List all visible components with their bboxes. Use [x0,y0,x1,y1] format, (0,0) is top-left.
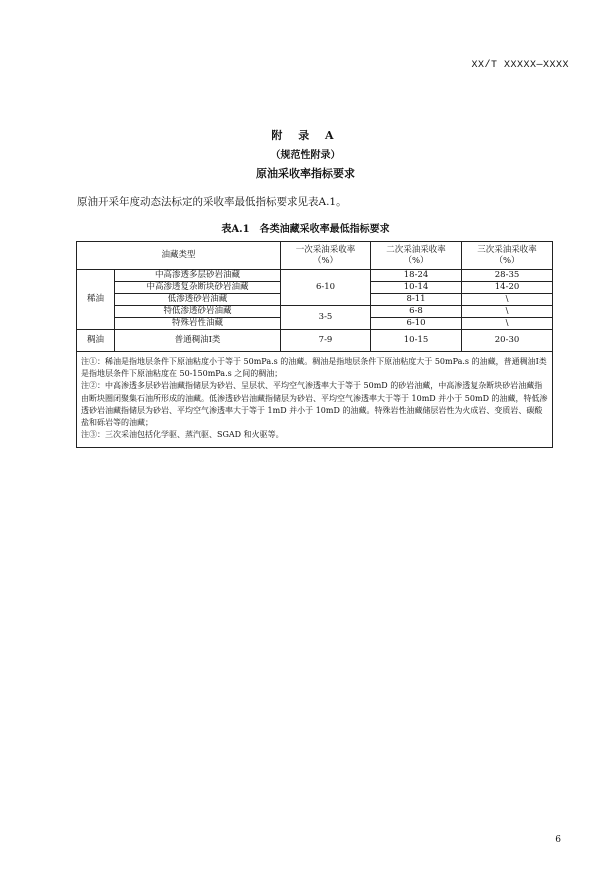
header-secondary-recovery [371,242,462,270]
annex-type: （规范性附录） [270,150,341,161]
header-reservoir-type: 油藏类型 [77,242,281,270]
header-primary-label: 一次采油采收率 [295,244,356,255]
secondary-recovery-cell: 8-11 [371,294,462,306]
table-notes [77,352,553,448]
intro-paragraph: 原油开采年度动态法标定的采收率最低指标要求见表A.1。 [77,196,347,208]
primary-recovery-cell: 6-10 [281,270,371,306]
notes-row [77,352,553,448]
note-1: 注①：稀油是指地层条件下原油粘度小于等于 50mPa.s 的油藏。稠油是指地层条件下原油粘度大于 50mPa.s 的油藏，普通稠油Ⅰ类是指地层条件下原油粘度在 50-150mPa.s 之间的稠油； [81,357,547,379]
header-tertiary-label: 三次采油采收率 [477,244,537,255]
secondary-recovery-cell: 10-14 [371,282,462,294]
tertiary-recovery-cell: 28-35 [462,270,553,282]
table-row [77,306,553,318]
table-title: 表A.1 各类油藏采收率最低指标要求 [221,224,390,235]
reservoir-type-cell: 中高渗透多层砂岩油藏 [115,270,281,282]
table-row [77,270,553,282]
note-3: 注③：三次采油包括化学驱、蒸汽驱、SGAD 和火驱等。 [81,430,284,440]
tertiary-recovery-cell: \ [462,294,553,306]
primary-recovery-cell: 3-5 [281,306,371,330]
primary-recovery-cell: 7-9 [281,330,371,352]
secondary-recovery-cell: 6-8 [371,306,462,318]
secondary-recovery-cell: 10-15 [371,330,462,352]
tertiary-recovery-cell: 14-20 [462,282,553,294]
reservoir-type-cell: 特低渗透砂岩油藏 [115,306,281,318]
reservoir-type-cell: 普通稠油Ⅰ类 [115,330,281,352]
secondary-recovery-cell: 18-24 [371,270,462,282]
tertiary-recovery-cell: \ [462,306,553,318]
document-code: XX/T XXXXX—XXXX [471,60,569,71]
secondary-recovery-cell: 6-10 [371,318,462,330]
reservoir-type-cell: 特殊岩性油藏 [115,318,281,330]
tertiary-recovery-cell: \ [462,318,553,330]
page-number: 6 [555,835,561,845]
table-header-row [77,242,553,270]
header-primary-recovery [281,242,371,270]
group-heavy-oil: 稠油 [77,330,115,352]
table-row [77,330,553,352]
tertiary-recovery-cell: 20-30 [462,330,553,352]
header-secondary-unit: （%） [403,255,429,266]
header-primary-unit: （%） [312,255,339,266]
group-thin-oil: 稀油 [77,270,115,330]
reservoir-type-cell: 中高渗透复杂断块砂岩油藏 [115,282,281,294]
recovery-rate-table [76,241,553,448]
annex-title: 附 录 A [271,129,340,142]
reservoir-type-cell: 低渗透砂岩油藏 [115,294,281,306]
header-tertiary-recovery [462,242,553,270]
annex-name: 原油采收率指标要求 [256,167,355,180]
header-secondary-label: 二次采油采收率 [386,244,446,255]
note-2: 注②：中高渗透多层砂岩油藏指储层为砂岩、呈层状、平均空气渗透率大于等于 50mD 的砂岩油藏，中高渗透复杂断块砂岩油藏指由断块圈闭聚集石油所形成的油藏。低渗透砂岩油藏指储层为砂岩、平均空气渗透率大于等于 10mD 并小于 50mD 的油藏，特低渗透砂岩油藏指储层为砂岩、平均空气渗透率大于等于 1mD 并小于 10mD 的油藏。特殊岩性油藏储层岩性为火成岩、变质岩、碳酸盐和砾岩等的油藏； [81,381,548,428]
header-tertiary-unit: （%） [494,255,520,266]
